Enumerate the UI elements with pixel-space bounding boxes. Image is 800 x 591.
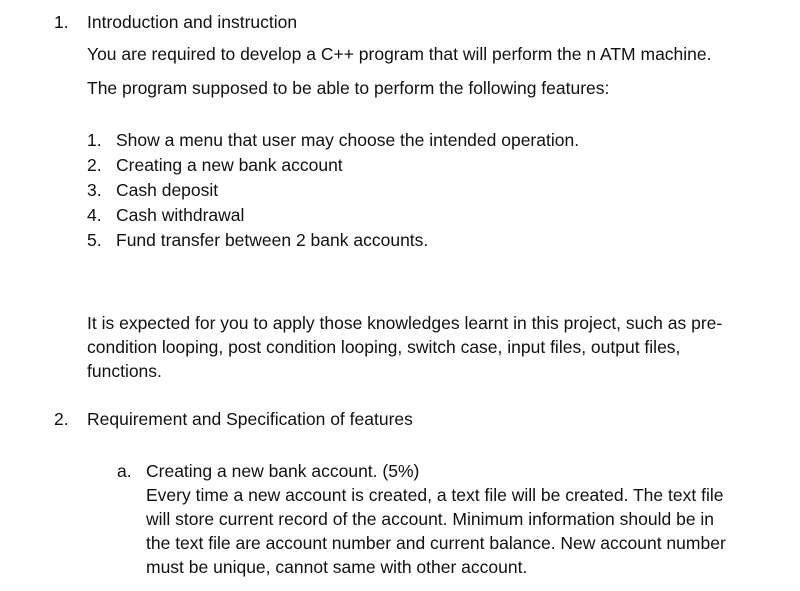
section-2-heading: Requirement and Specification of features xyxy=(87,409,413,429)
feature-number: 4. xyxy=(87,205,102,225)
section-2-number: 2. xyxy=(54,409,69,429)
expectation-line: functions. xyxy=(87,361,162,381)
feature-number: 1. xyxy=(87,130,102,150)
subitem-body-line: Every time a new account is created, a text file will be created. The text file xyxy=(146,485,724,505)
section-1-heading: Introduction and instruction xyxy=(87,12,298,32)
feature-number: 2. xyxy=(87,155,102,175)
subitem-title: Creating a new bank account. (5%) xyxy=(146,461,420,481)
feature-text: Show a menu that user may choose the intended operation. xyxy=(116,130,580,150)
intro-paragraph-2: The program supposed to be able to perform the following features: xyxy=(87,78,610,98)
subitem-body-line: will store current record of the account. Minimum information should be in xyxy=(146,509,715,529)
feature-number: 5. xyxy=(87,230,102,250)
expectation-line: It is expected for you to apply those knowledges learnt in this project, such as pre- xyxy=(87,313,723,333)
feature-text: Fund transfer between 2 bank accounts. xyxy=(116,230,429,250)
expectation-line: condition looping, post condition looping, switch case, input files, output files, xyxy=(87,337,681,357)
section-1-number: 1. xyxy=(54,12,69,32)
feature-text: Cash withdrawal xyxy=(116,205,245,225)
feature-text: Creating a new bank account xyxy=(116,155,343,175)
feature-text: Cash deposit xyxy=(116,180,219,200)
intro-paragraph-1: You are required to develop a C++ program that will perform the n ATM machine. xyxy=(87,44,712,64)
subitem-body-line: the text file are account number and current balance. New account number xyxy=(146,533,726,553)
subitem-body-line: must be unique, cannot same with other account. xyxy=(146,557,528,577)
subitem-letter: a. xyxy=(117,461,132,481)
feature-number: 3. xyxy=(87,180,102,200)
